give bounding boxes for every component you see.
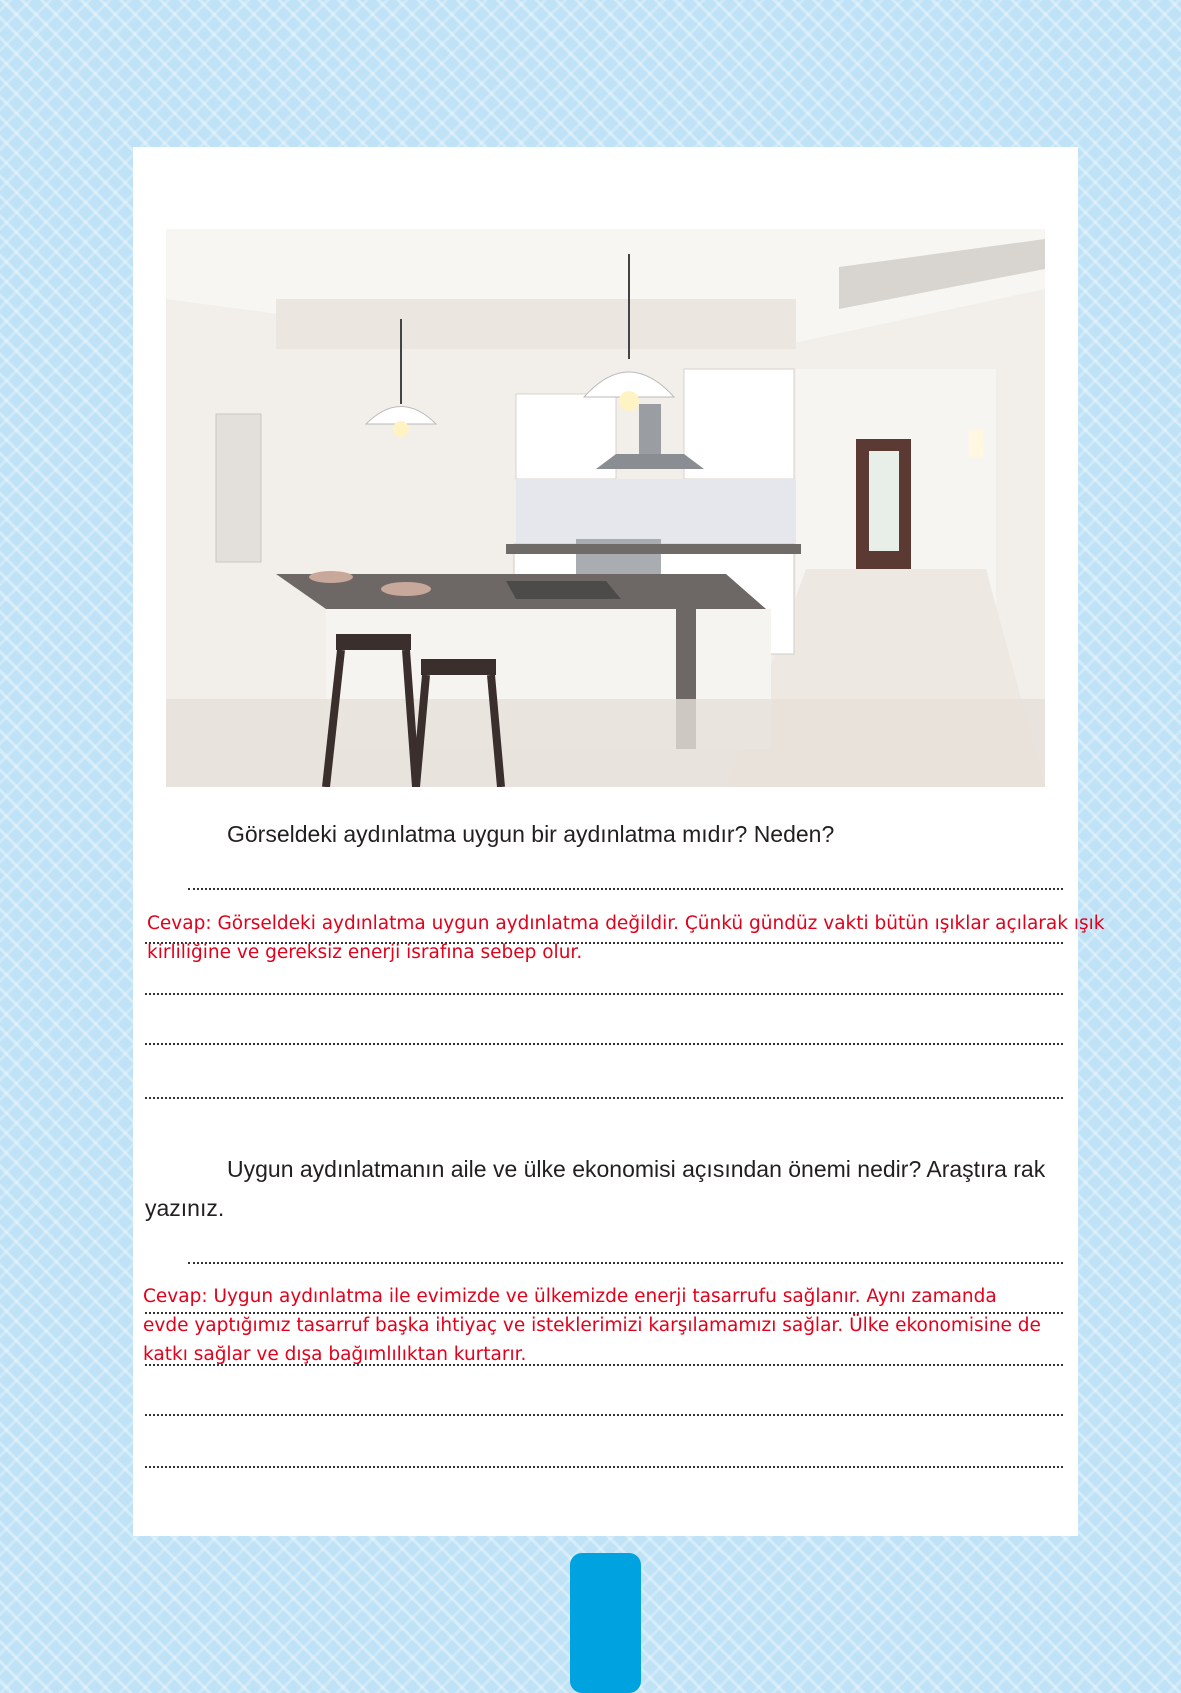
answer-1-line-2: kirliliğine ve gereksiz enerji israfına sebep olur. (147, 942, 583, 963)
answer-line (145, 1414, 1063, 1416)
answer-line (145, 1466, 1063, 1468)
answer-2-line-2: evde yaptığımız tasarruf başka ihtiyaç ve isteklerimizi karşılamamızı sağlar. Ülke ekonomisine de (143, 1315, 1041, 1336)
answer-line (145, 1097, 1063, 1099)
answer-line (145, 993, 1063, 995)
kitchen-photo (166, 229, 1045, 787)
answer-line (145, 1043, 1063, 1045)
answer-2-line-3: katkı sağlar ve dışa bağımlılıktan kurtarır. (143, 1344, 527, 1365)
question-2-text: Uygun aydınlatmanın aile ve ülke ekonomisi açısından önemi nedir? Araştıra rak yazınız. (145, 1156, 1046, 1221)
answer-2-line-1: Cevap: Uygun aydınlatma ile evimizde ve ülkemizde enerji tasarrufu sağlanır. Aynı zamanda (143, 1286, 997, 1307)
answer-line (188, 1262, 1063, 1264)
page-number-tab (570, 1553, 641, 1693)
answer-line (188, 888, 1063, 890)
answer-1-line-1: Cevap: Görseldeki aydınlatma uygun aydınlatma değildir. Çünkü gündüz vakti bütün ışıklar açılarak ışık (147, 913, 1105, 934)
question-1-text: Görseldeki aydınlatma uygun bir aydınlatma mıdır? Neden? (227, 821, 835, 847)
